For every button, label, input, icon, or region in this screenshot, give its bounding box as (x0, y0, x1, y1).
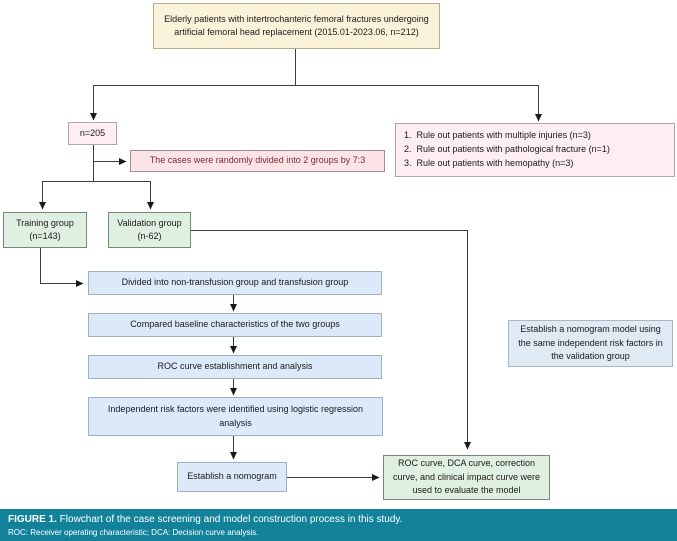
training-group-label: Training group (16, 217, 74, 228)
figure-caption-text: Flowchart of the case screening and model construction process in this study. (56, 514, 403, 525)
exclusion-item: 1. Rule out patients with multiple injuries (n=3) (404, 130, 591, 141)
figure-caption (8, 513, 669, 527)
model-evaluation-box: ROC curve, DCA curve, correction curve, and clinical impact curve were used to evaluate the model (383, 455, 550, 500)
figure-caption-label: FIGURE 1. (8, 514, 57, 525)
step-baseline-comparison-box: Compared baseline characteristics of the two groups (88, 313, 382, 337)
random-split-box: The cases were randomly divided into 2 groups by 7:3 (130, 150, 385, 172)
figure-caption-bar (0, 509, 677, 541)
establish-nomogram-box: Establish a nomogram (177, 462, 287, 492)
population-box: Elderly patients with intertrochanteric femoral fractures undergoing artificial femoral head replacement (2015.01-2023.06, n=212) (153, 3, 440, 49)
validation-group-label: Validation group (117, 217, 182, 228)
step-divide-groups-box: Divided into non-transfusion group and transfusion group (88, 271, 382, 295)
validation-group-box (108, 212, 191, 248)
step-logistic-regression-box: Independent risk factors were identified using logistic regression analysis (88, 397, 383, 436)
training-group-count: (n=143) (29, 231, 61, 241)
training-group-box (3, 212, 87, 248)
included-count-box: n=205 (68, 122, 117, 145)
exclusion-item: 3. Rule out patients with hemopathy (n=3) (404, 157, 574, 168)
exclusion-criteria-box (395, 123, 675, 177)
validation-group-count: (n-62) (137, 231, 162, 241)
figure-caption-note: ROC: Receiver operating characteristic; DCA: Decision curve analysis. (8, 527, 259, 537)
step-roc-analysis-box: ROC curve establishment and analysis (88, 355, 382, 379)
exclusion-item: 2. Rule out patients with pathological fracture (n=1) (404, 144, 610, 155)
validation-model-box: Establish a nomogram model using the same independent risk factors in the validation group (508, 320, 673, 367)
